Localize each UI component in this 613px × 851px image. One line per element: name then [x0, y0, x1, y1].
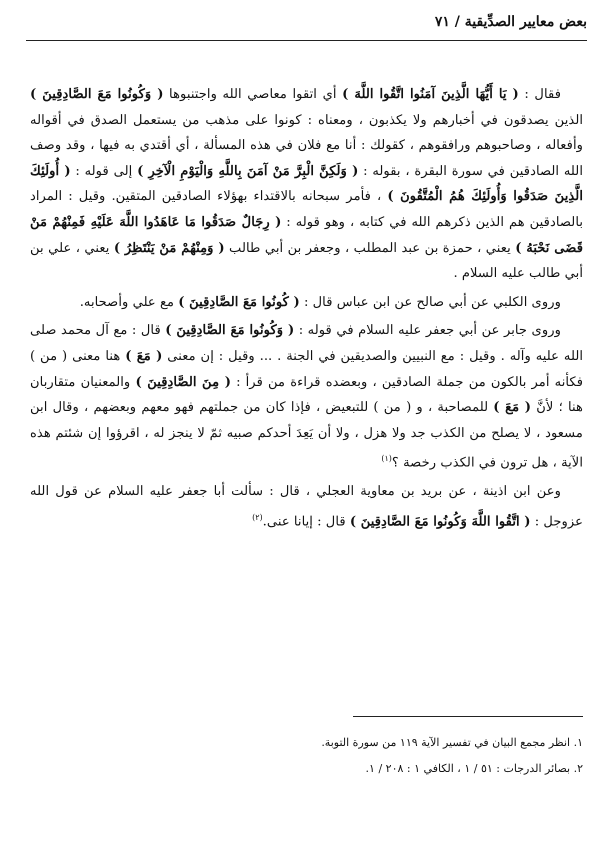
paragraph	[30, 479, 583, 535]
footnote-ref: (١)	[381, 454, 392, 464]
quran-quote: ( وَمِنْهُمْ مَنْ يَنْتَظِرُ )	[113, 240, 225, 256]
text-run: يعني ، علي بن أبي طالب عليه السلام .	[30, 240, 583, 282]
quran-quote: ( اتَّقُوا اللَّهَ وَكُونُوا مَعَ الصَّادِقِينَ )	[349, 514, 531, 530]
paragraph	[30, 82, 583, 287]
quran-quote: ( كُونُوا مَعَ الصَّادِقِينَ )	[178, 294, 300, 310]
quran-quote: ( وَلَكِنَّ الْبِرَّ مَنْ آمَنَ بِاللَّهِ وَالْيَوْمِ الْآخِرِ )	[137, 163, 359, 179]
text-run: هنا معنى ( من ) فكأنه أمر بالكون من جملة الصادقين ، وبعضده قراءة من قرأ :	[30, 348, 584, 390]
text-run: وروى جابر عن أبي جعفر عليه السلام في قوله :	[294, 323, 561, 339]
footnote-divider	[353, 716, 583, 717]
body-text	[30, 82, 583, 535]
text-run: مع علي وأصحابه.	[79, 294, 179, 310]
text-run: وروى الكلبي عن أبي صالح عن ابن عباس قال :	[299, 294, 561, 310]
text-run: قال : مع آل محمد صلى الله عليه وآله . وقيل : مع النبيين والصديقين في الجنة . ... وقيل : إن معنى	[30, 323, 584, 364]
text-run: والمعنيان متقاربان هنا ؛ لأنَّ	[30, 374, 583, 416]
footnote-2: ٢. بصائر الدرجات : ٥١ / ١ ، الكافي ١ : ٢٠٨ / ١.	[365, 762, 583, 775]
text-run: يعني ، حمزة بن عبد المطلب ، وجعفر بن أبي طالب	[224, 240, 516, 256]
text-run: إلى قوله :	[70, 163, 138, 179]
text-run: أي اتقوا معاصي الله واجتنبوها	[163, 87, 343, 102]
text-run: وعن ابن اذينة ، عن بريد بن معاوية العجلي ، قال : سألت أبا جعفر عليه السلام عن قول الله عزوجل :	[30, 484, 583, 530]
quran-quote: ( رِجَالٌ صَدَقُوا مَا عَاهَدُوا اللَّهَ عَلَيْهِ فَمِنْهُمْ مَنْ قَضَى نَحْبَهُ )	[30, 214, 584, 256]
footnotes	[30, 730, 583, 782]
quran-quote: ( وَكُونُوا مَعَ الصَّادِقِينَ )	[30, 87, 164, 102]
text-run: ، فأمر سبحانه بالاقتداء بهؤلاء الصادقين المتقين. وقيل : المراد بالصادقين هم الذين ذكرهم الله في كتابه ، وهو قوله :	[30, 189, 584, 230]
paragraph	[30, 318, 583, 476]
text-run: الذين يصدقون في أخبارهم ولا يكذبون ، ومعناه : كونوا على مذهب من يستعمل الصدق في أقواله وأفعاله ، وصاحبوهم ورافقوهم ، كقولك : أنا مع فلان في هذه المسألة ، أي أقتدي به فيها ، وقد وصف الله الصادقين في سورة البقرة ، بقوله :	[30, 112, 583, 179]
header-divider	[26, 40, 587, 41]
paragraph	[30, 290, 583, 316]
quran-quote: ( يَا أَيُّهَا الَّذِينَ آمَنُوا اتَّقُوا اللَّهَ )	[342, 87, 519, 102]
text-run: للمصاحبة ، و ( من ) للتبعيض ، فإذا كان من جملتهم فهو معهم وبعضهم ، وقال ابن مسعود ، لا يصلح من الكذب جد ولا هزل ، ولا أن يَعِدَ أحدكم صبيه ثمّ لا ينجز له ، اقرؤوا إن شئتم هذه الآية ، هل ترون في الكذب رخصة ؟	[30, 400, 583, 471]
quran-quote: ( مَعَ )	[125, 348, 163, 364]
quran-quote: ( أُولَئِكَ الَّذِينَ صَدَقُوا وَأُولَئِكَ هُمُ الْمُتَّقُونَ )	[30, 163, 583, 205]
footnote-ref: (٢)	[252, 512, 263, 522]
quran-quote: ( مَعَ )	[493, 400, 532, 416]
quran-quote: ( مِنَ الصَّادِقِينَ )	[135, 374, 231, 390]
text-run: قال : إيانا عنى.	[262, 514, 350, 530]
quran-quote: ( وَكُونُوا مَعَ الصَّادِقِينَ )	[165, 323, 295, 339]
text-run: فقال :	[518, 87, 561, 102]
footnote-1: ١. انظر مجمع البيان في تفسير الآية ١١٩ من سورة التوبة.	[321, 736, 583, 749]
running-header: بعض معايير الصدِّيقية / ٧١	[434, 14, 587, 30]
